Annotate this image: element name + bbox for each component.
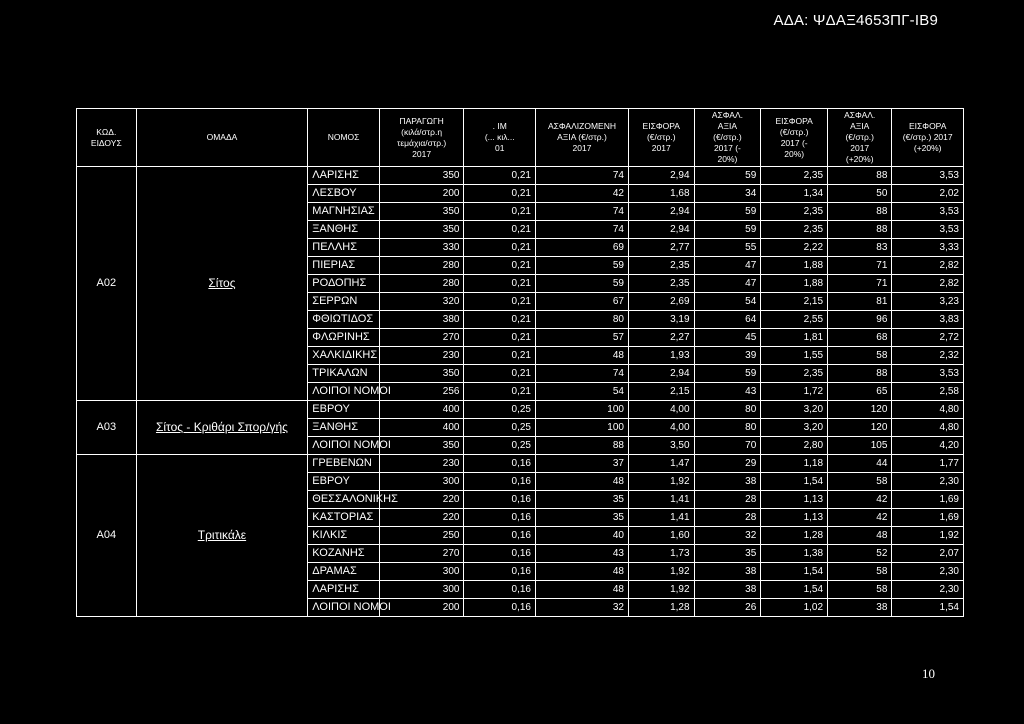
header-insured-value-minus20 [694,109,761,167]
prefecture-cell: ΛΑΡΙΣΗΣ [308,581,380,599]
value-cell: 74 [535,365,628,383]
value-cell: 83 [828,239,892,257]
value-cell: 230 [379,455,464,473]
value-cell: 2,69 [628,293,694,311]
value-cell: 71 [828,257,892,275]
value-cell: 2,30 [892,473,964,491]
kind-code: Α03 [77,401,137,455]
value-cell: 29 [694,455,761,473]
header-line: ΑΞΙΑ [717,121,738,131]
value-cell: 80 [694,401,761,419]
value-cell: 320 [379,293,464,311]
value-cell: 96 [828,311,892,329]
value-cell: 0,16 [464,599,536,617]
value-cell: 54 [694,293,761,311]
value-cell: 0,16 [464,563,536,581]
header-line: (€/στρ.) [845,132,874,142]
prefecture-cell: ΡΟΔΟΠΗΣ [308,275,380,293]
value-cell: 350 [379,167,464,185]
value-cell: 0,21 [464,293,536,311]
header-line: ΕΙΣΦΟΡΑ [642,121,680,131]
value-cell: 3,53 [892,203,964,221]
value-cell: 270 [379,545,464,563]
value-cell: 2,30 [892,563,964,581]
value-cell: 1,60 [628,527,694,545]
value-cell: 1,13 [761,509,828,527]
header-contribution-minus20 [761,109,828,167]
value-cell: 1,34 [761,185,828,203]
value-cell: 100 [535,401,628,419]
value-cell: 40 [535,527,628,545]
value-cell: 2,35 [628,257,694,275]
value-cell: 35 [535,491,628,509]
value-cell: 48 [535,563,628,581]
value-cell: 2,55 [761,311,828,329]
value-cell: 1,54 [761,581,828,599]
value-cell: 380 [379,311,464,329]
value-cell: 1,28 [628,599,694,617]
value-cell: 2,27 [628,329,694,347]
value-cell: 120 [828,419,892,437]
value-cell: 2,22 [761,239,828,257]
prefecture-cell: ΛΕΣΒΟΥ [308,185,380,203]
value-cell: 1,92 [628,581,694,599]
value-cell: 81 [828,293,892,311]
value-cell: 105 [828,437,892,455]
prefecture-cell: ΕΒΡΟΥ [308,401,380,419]
value-cell: 0,25 [464,401,536,419]
value-cell: 48 [535,473,628,491]
value-cell: 47 [694,275,761,293]
value-cell: 1,92 [892,527,964,545]
value-cell: 0,21 [464,203,536,221]
value-cell: 43 [694,383,761,401]
header-line: . ΙΜ [492,121,507,131]
value-cell: 0,21 [464,365,536,383]
value-cell: 42 [828,491,892,509]
value-cell: 1,88 [761,257,828,275]
value-cell: 1,28 [761,527,828,545]
value-cell: 57 [535,329,628,347]
value-cell: 88 [828,203,892,221]
value-cell: 65 [828,383,892,401]
value-cell: 1,02 [761,599,828,617]
insurance-table [76,108,964,617]
value-cell: 26 [694,599,761,617]
value-cell: 37 [535,455,628,473]
header-line: ΑΣΦΑΛ. [711,110,743,120]
value-cell: 44 [828,455,892,473]
kind-code: Α04 [77,455,137,617]
value-cell: 59 [535,275,628,293]
prefecture-cell: ΜΑΓΝΗΣΙΑΣ [308,203,380,221]
value-cell: 3,53 [892,167,964,185]
value-cell: 300 [379,563,464,581]
value-cell: 59 [694,365,761,383]
value-cell: 2,15 [628,383,694,401]
ada-stamp: ΑΔΑ: ΨΔΑΞ4653ΠΓ-ΙΒ9 [773,12,938,29]
value-cell: 0,21 [464,275,536,293]
value-cell: 230 [379,347,464,365]
value-cell: 2,35 [628,275,694,293]
value-cell: 0,21 [464,347,536,365]
value-cell: 220 [379,509,464,527]
value-cell: 2,94 [628,365,694,383]
header-line: 2017 [850,143,870,153]
value-cell: 1,92 [628,563,694,581]
value-cell: 38 [694,563,761,581]
value-cell: 58 [828,473,892,491]
prefecture-cell: ΤΡΙΚΑΛΩΝ [308,365,380,383]
value-cell: 74 [535,203,628,221]
header-line: ΚΩΔ. [96,126,117,137]
value-cell: 0,21 [464,167,536,185]
prefecture-cell: ΛΟΙΠΟΙ ΝΟΜΟΙ [308,383,380,401]
header-line: ΑΞΙΑ [850,121,870,131]
value-cell: 400 [379,419,464,437]
value-cell: 52 [828,545,892,563]
header-line: ΕΙΔΟΥΣ [90,137,122,148]
value-cell: 2,30 [892,581,964,599]
header-group [136,109,308,167]
header-code [77,109,137,167]
value-cell: 0,16 [464,527,536,545]
prefecture-cell: ΚΙΛΚΙΣ [308,527,380,545]
value-cell: 43 [535,545,628,563]
value-cell: 48 [535,581,628,599]
header-line: (€/στρ.) [713,132,742,142]
header-line: ΕΙΣΦΟΡΑ [909,121,947,131]
header-line: 2017 (- [780,137,808,148]
value-cell: 1,72 [761,383,828,401]
value-cell: 1,18 [761,455,828,473]
crop-group: Τριτικάλε [136,455,308,617]
value-cell: 0,16 [464,455,536,473]
value-cell: 0,16 [464,491,536,509]
prefecture-cell: ΛΟΙΠΟΙ ΝΟΜΟΙ [308,437,380,455]
value-cell: 1,73 [628,545,694,563]
value-cell: 32 [694,527,761,545]
header-line: ΑΣΦΑΛΙΖΟΜΕΝΗ [547,121,616,131]
header-line: (κιλά/στρ.η [401,126,443,137]
value-cell: 45 [694,329,761,347]
header-line: (+20%) [845,154,874,164]
prefecture-cell: ΚΑΣΤΟΡΙΑΣ [308,509,380,527]
value-cell: 80 [694,419,761,437]
value-cell: 3,53 [892,221,964,239]
value-cell: 270 [379,329,464,347]
prefecture-cell: ΦΛΩΡΙΝΗΣ [308,329,380,347]
prefecture-cell: ΓΡΕΒΕΝΩΝ [308,455,380,473]
value-cell: 3,20 [761,401,828,419]
prefecture-cell: ΚΟΖΑΝΗΣ [308,545,380,563]
value-cell: 1,81 [761,329,828,347]
value-cell: 350 [379,203,464,221]
value-cell: 39 [694,347,761,365]
prefecture-cell: ΛΑΡΙΣΗΣ [308,167,380,185]
value-cell: 3,50 [628,437,694,455]
prefecture-cell: ΞΑΝΘΗΣ [308,419,380,437]
page-number: 10 [922,666,935,681]
value-cell: 120 [828,401,892,419]
value-cell: 69 [535,239,628,257]
header-nomos [308,109,380,167]
value-cell: 4,80 [892,401,964,419]
prefecture-cell: ΠΙΕΡΙΑΣ [308,257,380,275]
value-cell: 0,25 [464,437,536,455]
value-cell: 1,55 [761,347,828,365]
value-cell: 350 [379,221,464,239]
value-cell: 0,25 [464,419,536,437]
value-cell: 4,20 [892,437,964,455]
value-cell: 4,00 [628,419,694,437]
value-cell: 80 [535,311,628,329]
value-cell: 2,35 [761,365,828,383]
value-cell: 1,54 [892,599,964,617]
value-cell: 74 [535,221,628,239]
value-cell: 2,58 [892,383,964,401]
header-line: (€/στρ.) [646,132,676,142]
kind-code: Α02 [77,167,137,401]
value-cell: 0,16 [464,473,536,491]
value-cell: 64 [694,311,761,329]
header-line: (€/στρ.) [779,126,809,137]
value-cell: 0,16 [464,509,536,527]
value-cell: 1,69 [892,491,964,509]
header-contribution [628,109,694,167]
value-cell: 3,53 [892,365,964,383]
value-cell: 0,21 [464,257,536,275]
value-cell: 68 [828,329,892,347]
value-cell: 48 [535,347,628,365]
value-cell: 350 [379,437,464,455]
value-cell: 74 [535,167,628,185]
value-cell: 4,80 [892,419,964,437]
value-cell: 300 [379,581,464,599]
value-cell: 55 [694,239,761,257]
value-cell: 38 [828,599,892,617]
value-cell: 59 [694,167,761,185]
value-cell: 58 [828,563,892,581]
header-line: ΠΑΡΑΓΩΓΗ [399,115,444,126]
value-cell: 42 [535,185,628,203]
prefecture-cell: ΠΕΛΛΗΣ [308,239,380,257]
header-line: ΟΜΑΔΑ [206,132,238,142]
value-cell: 1,54 [761,473,828,491]
header-line: 2017 [572,143,592,153]
value-cell: 48 [828,527,892,545]
value-cell: 58 [828,347,892,365]
value-cell: 1,38 [761,545,828,563]
value-cell: 0,21 [464,185,536,203]
header-line: 20%) [784,148,805,159]
header-contribution-plus20 [892,109,964,167]
header-price [464,109,536,167]
value-cell: 58 [828,581,892,599]
value-cell: 280 [379,275,464,293]
prefecture-cell: ΣΕΡΡΩΝ [308,293,380,311]
value-cell: 47 [694,257,761,275]
value-cell: 1,93 [628,347,694,365]
value-cell: 2,82 [892,257,964,275]
value-cell: 200 [379,599,464,617]
value-cell: 400 [379,401,464,419]
value-cell: 54 [535,383,628,401]
value-cell: 32 [535,599,628,617]
value-cell: 0,21 [464,239,536,257]
value-cell: 2,15 [761,293,828,311]
value-cell: 70 [694,437,761,455]
table-row [77,167,964,185]
value-cell: 1,92 [628,473,694,491]
value-cell: 2,35 [761,203,828,221]
value-cell: 2,94 [628,203,694,221]
value-cell: 0,21 [464,221,536,239]
prefecture-cell: ΛΟΙΠΟΙ ΝΟΜΟΙ [308,599,380,617]
header-line: ΕΙΣΦΟΡΑ [775,115,813,126]
value-cell: 4,00 [628,401,694,419]
value-cell: 2,35 [761,167,828,185]
value-cell: 2,94 [628,167,694,185]
header-insured-value [535,109,628,167]
value-cell: 0,16 [464,581,536,599]
value-cell: 3,33 [892,239,964,257]
value-cell: 59 [535,257,628,275]
value-cell: 3,23 [892,293,964,311]
crop-group: Σίτος - Κριθάρι Σπορ/γής [136,401,308,455]
value-cell: 1,69 [892,509,964,527]
header-production [379,109,464,167]
header-line: 2017 [651,143,671,153]
header-line: (+20%) [913,143,942,153]
value-cell: 88 [828,221,892,239]
value-cell: 1,41 [628,509,694,527]
value-cell: 1,41 [628,491,694,509]
value-cell: 2,77 [628,239,694,257]
value-cell: 35 [535,509,628,527]
value-cell: 330 [379,239,464,257]
value-cell: 50 [828,185,892,203]
value-cell: 280 [379,257,464,275]
value-cell: 1,13 [761,491,828,509]
prefecture-cell: ΧΑΛΚΙΔΙΚΗΣ [308,347,380,365]
value-cell: 220 [379,491,464,509]
header-line: ΑΣΦΑΛ. [844,110,876,120]
value-cell: 2,94 [628,221,694,239]
value-cell: 88 [828,167,892,185]
value-cell: 300 [379,473,464,491]
header-row [77,109,964,167]
prefecture-cell: ΞΑΝΘΗΣ [308,221,380,239]
value-cell: 1,68 [628,185,694,203]
value-cell: 3,19 [628,311,694,329]
value-cell: 1,88 [761,275,828,293]
value-cell: 2,82 [892,275,964,293]
value-cell: 59 [694,203,761,221]
value-cell: 200 [379,185,464,203]
value-cell: 2,02 [892,185,964,203]
header-line: 2017 [412,148,432,159]
value-cell: 67 [535,293,628,311]
value-cell: 350 [379,365,464,383]
header-line: 01 [494,143,505,153]
value-cell: 1,77 [892,455,964,473]
value-cell: 88 [535,437,628,455]
header-line: τεμάχια/στρ.) [397,137,447,148]
value-cell: 250 [379,527,464,545]
value-cell: 34 [694,185,761,203]
value-cell: 3,83 [892,311,964,329]
value-cell: 28 [694,509,761,527]
value-cell: 59 [694,221,761,239]
value-cell: 2,72 [892,329,964,347]
value-cell: 0,21 [464,311,536,329]
header-line: ΑΞΙΑ (€/στρ.) [557,132,607,142]
value-cell: 0,16 [464,545,536,563]
value-cell: 2,07 [892,545,964,563]
value-cell: 28 [694,491,761,509]
value-cell: 38 [694,581,761,599]
value-cell: 2,32 [892,347,964,365]
value-cell: 0,21 [464,329,536,347]
value-cell: 35 [694,545,761,563]
value-cell: 3,20 [761,419,828,437]
value-cell: 38 [694,473,761,491]
table-row [77,401,964,419]
value-cell: 1,54 [761,563,828,581]
value-cell: 2,80 [761,437,828,455]
prefecture-cell: ΘΕΣΣΑΛΟΝΙΚΗΣ [308,491,380,509]
prefecture-cell: ΦΘΙΩΤΙΔΟΣ [308,311,380,329]
crop-group: Σίτος [136,167,308,401]
value-cell: 100 [535,419,628,437]
prefecture-cell: ΔΡΑΜΑΣ [308,563,380,581]
prefecture-cell: ΕΒΡΟΥ [308,473,380,491]
value-cell: 2,35 [761,221,828,239]
value-cell: 0,21 [464,383,536,401]
header-insured-value-plus20 [828,109,892,167]
value-cell: 71 [828,275,892,293]
header-line: 2017 (- [713,143,741,153]
value-cell: 256 [379,383,464,401]
value-cell: 42 [828,509,892,527]
table-row [77,455,964,473]
header-line: (€/στρ.) 2017 [902,132,953,142]
value-cell: 88 [828,365,892,383]
header-line: 20%) [717,154,738,164]
value-cell: 1,47 [628,455,694,473]
header-line: (... κιλ... [484,132,515,142]
header-line: ΝΟΜΟΣ [327,132,360,142]
